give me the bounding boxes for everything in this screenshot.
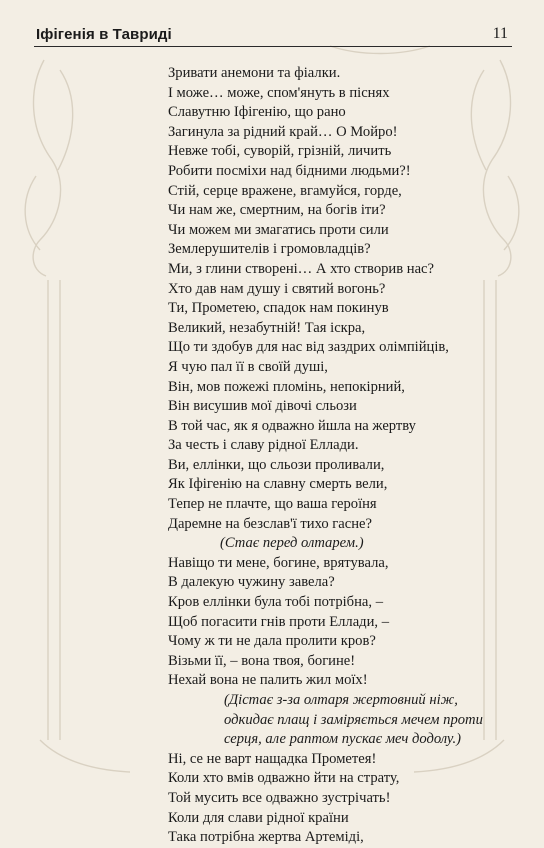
verse-line: Як Іфігенію на славну смерть вели,: [168, 476, 388, 493]
verse-line: Великий, незабутній! Тая іскра,: [168, 319, 366, 336]
running-header-title: Іфігенія в Тавриді: [36, 26, 172, 43]
verse-line: Така потрібна жертва Артеміді,: [168, 829, 364, 846]
verse-line: Він, мов пожежі пломінь, непокірний,: [168, 378, 405, 395]
verse-line: Ми, з глини створені… А хто створив нас?: [168, 260, 435, 277]
verse-line: Ні, се не варт нащадка Прометея!: [168, 750, 377, 767]
verse-line: В далекую чужину завела?: [168, 574, 335, 591]
verse-line: Зривати анемони та фіалки.: [168, 65, 341, 81]
verse-line: Чи нам же, смертним, на богів іти?: [168, 202, 386, 219]
verse-line: Стій, серце вражене, вгамуйся, горде,: [168, 182, 402, 199]
verse-line: Ви, еллінки, що сльози проливали,: [168, 456, 385, 473]
verse-line: Чому ж ти не дала пролити кров?: [168, 633, 376, 650]
verse-line: Робити посміхи над бідними людьми?!: [168, 162, 411, 179]
verse-line: Кров еллінки була тобі потрібна, –: [168, 594, 383, 611]
verse-line: Тепер не плачте, що ваша героїня: [168, 496, 377, 513]
verse-line: Щоб погасити гнів проти Еллади, –: [168, 613, 390, 630]
verse-line: Коли хто вмів одважно йти на страту,: [168, 770, 400, 787]
verse-line: Ти, Прометею, спадок нам покинув: [168, 300, 389, 317]
verse-line: Чи можем ми змагатись проти сили: [168, 221, 389, 238]
verse-line: Коли для слави рідної країни: [168, 809, 349, 826]
verse-line: Землерушителів і громовладців?: [168, 241, 371, 258]
stage-direction: (Дістає з-за олтаря жертовний ніж,: [224, 692, 458, 708]
verse-line: За честь і славу рідної Еллади.: [168, 437, 359, 454]
verse-line: В той час, як я одважно йшла на жертву: [168, 417, 416, 434]
verse-line: Навіщо ти мене, богине, врятувала,: [168, 554, 389, 571]
verse-line: Даремне на безслав'ї тихо гасне?: [168, 515, 373, 532]
verse-line: Той мусить все одважно зустрічать!: [168, 789, 391, 806]
stage-direction: (Стає перед олтарем.): [220, 535, 364, 552]
verse-line: Загинула за рідний край… О Мойро!: [168, 123, 398, 140]
poem-text-block: [168, 64, 518, 848]
verse-line: Невже тобі, суворій, грізній, личить: [168, 143, 392, 160]
running-header: [34, 24, 512, 47]
verse-line: І може… може, спом'януть в піснях: [168, 84, 390, 101]
verse-line: Славутню Іфігенію, що рано: [168, 104, 346, 121]
stage-direction: серця, але раптом пускає меч додолу.): [224, 731, 461, 748]
page-number: 11: [492, 25, 508, 42]
stage-direction: одкидає плащ і заміряється мечем проти: [224, 711, 483, 728]
verse-line: Що ти здобув для нас від заздрих олімпійців,: [168, 339, 449, 356]
verse-line: Він висушив мої дівочі сльози: [168, 398, 357, 415]
verse-line: Я чую пал її в своїй душі,: [168, 358, 328, 375]
verse-line: Візьми її, – вона твоя, богине!: [168, 652, 356, 669]
verse-line: Нехай вона не палить жил моїх!: [168, 672, 368, 689]
verse-line: Хто дав нам душу і святий вогонь?: [168, 280, 386, 297]
